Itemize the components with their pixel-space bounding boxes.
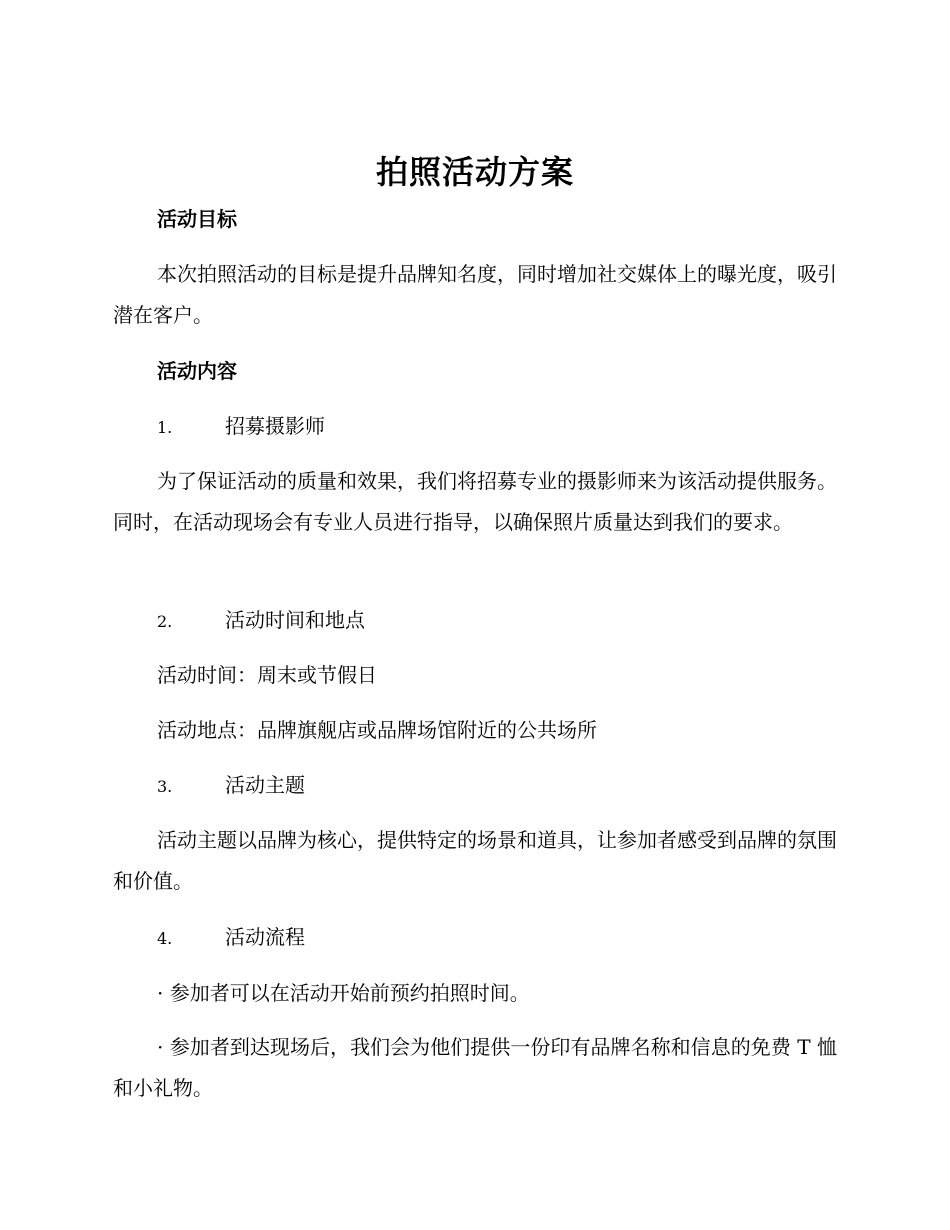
list-item-4	[157, 923, 305, 953]
paragraph-photographer: 为了保证活动的质量和效果，我们将招募专业的摄影师来为该活动提供服务。同时，在活动现场会有专业人员进行指导，以确保照片质量达到我们的要求。	[113, 469, 837, 534]
list-number: 4.	[157, 929, 173, 948]
list-label: 活动时间和地点	[225, 608, 365, 632]
bullet-item-2: · 参加者到达现场后，我们会为他们提供一份印有品牌名称和信息的免费 T 恤和小礼物。	[113, 1035, 837, 1100]
list-label: 活动主题	[225, 773, 305, 797]
heading-content: 活动内容	[157, 359, 237, 383]
list-label: 招募摄影师	[225, 414, 325, 438]
paragraph-theme: 活动主题以品牌为核心，提供特定的场景和道具，让参加者感受到品牌的氛围和价值。	[113, 828, 837, 893]
list-number: 3.	[157, 777, 173, 796]
place-line: 活动地点：品牌旗舰店或品牌场馆附近的公共场所	[157, 718, 597, 742]
list-item-3	[157, 771, 305, 801]
document-title: 拍照活动方案	[375, 153, 574, 191]
bullet-item-1: · 参加者可以在活动开始前预约拍照时间。	[157, 981, 530, 1005]
list-label: 活动流程	[225, 925, 305, 949]
list-item-1	[157, 412, 325, 442]
heading-goal: 活动目标	[157, 207, 237, 231]
paragraph-goal: 本次拍照活动的目标是提升品牌知名度，同时增加社交媒体上的曝光度，吸引潜在客户。	[113, 262, 837, 327]
list-item-2	[157, 606, 365, 636]
list-number: 1.	[157, 418, 173, 437]
time-line: 活动时间：周末或节假日	[157, 663, 377, 687]
list-number: 2.	[157, 612, 173, 631]
